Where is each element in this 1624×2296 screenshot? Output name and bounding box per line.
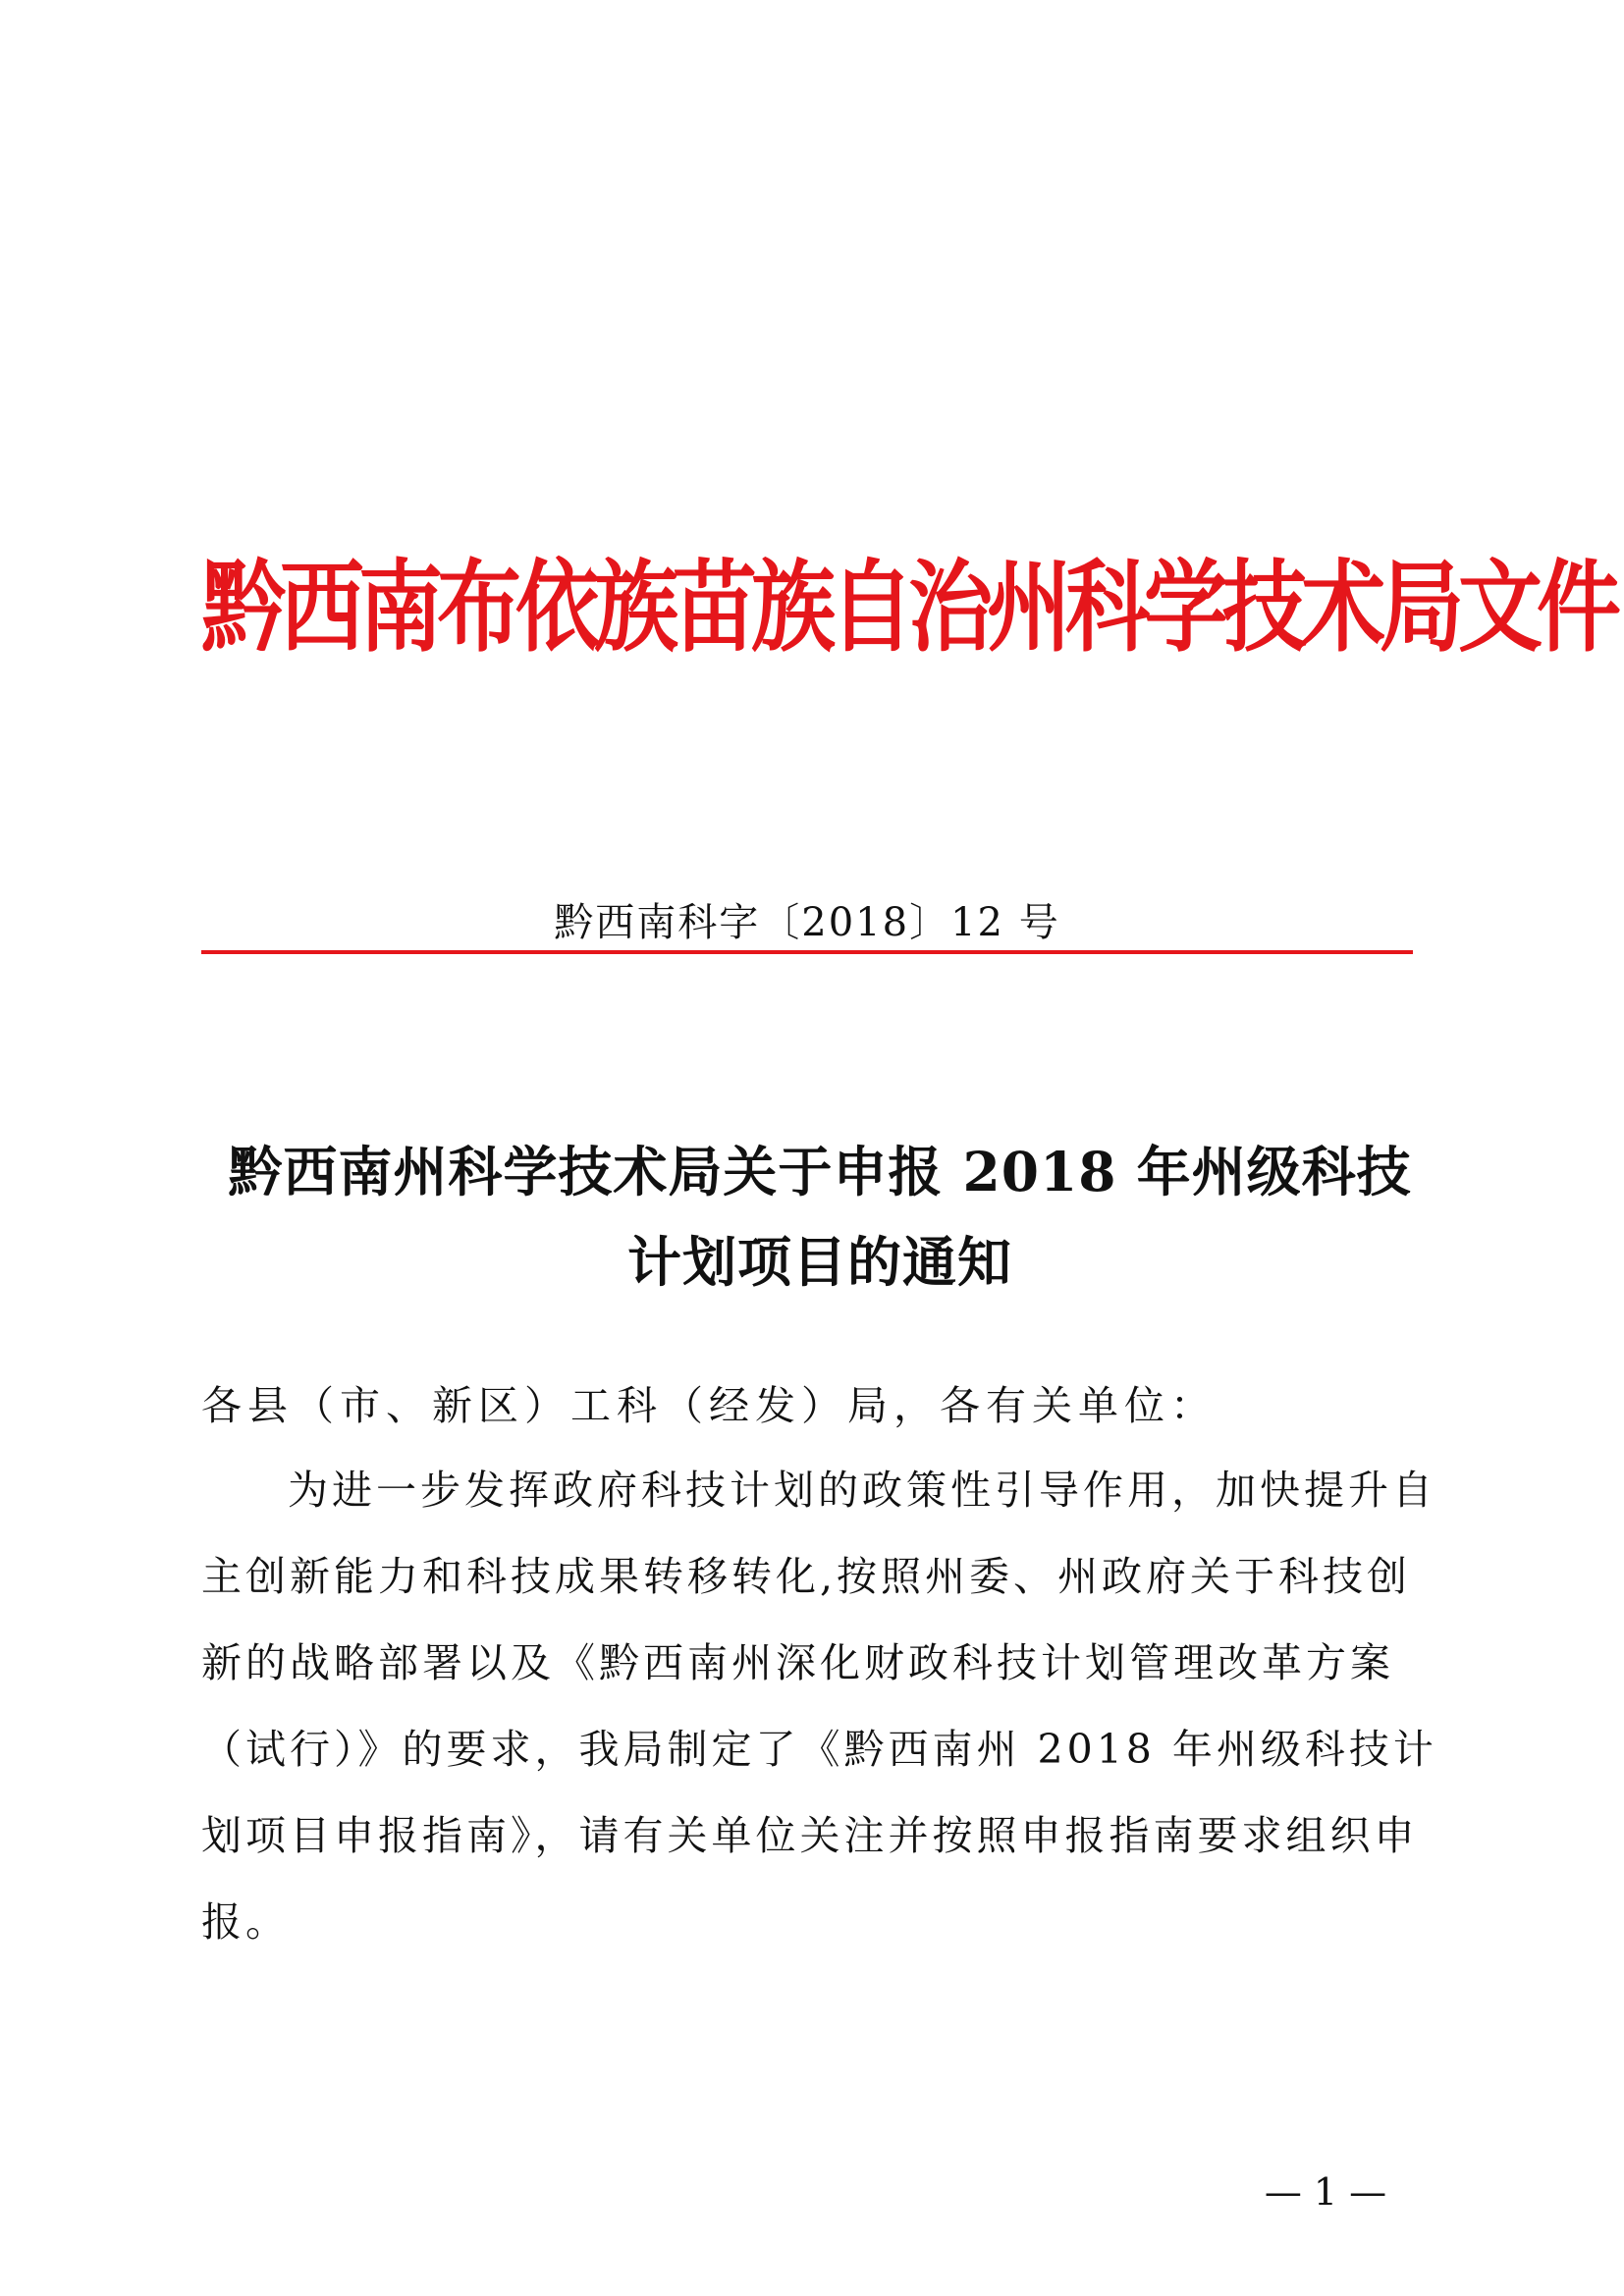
page-number: — 1 —: [1264, 2170, 1387, 2214]
body-line: （试行）》的要求，我局制定了《黔西南州 2018 年州级科技计: [201, 1726, 1437, 1773]
red-divider-line: [201, 950, 1413, 954]
salutation: 各县（市、新区）工科（经发）局，各有关单位：: [201, 1382, 1217, 1429]
body-line: 报。: [201, 1898, 290, 1946]
body-paragraph: [201, 1461, 1438, 1979]
masthead-title: 黔西南布依族苗族自治州科学技术局文件: [201, 549, 1615, 667]
notice-title: [201, 1127, 1438, 1308]
notice-title-line-2: 计划项目的通知: [626, 1230, 1012, 1294]
body-line: 新的战略部署以及《黔西南州深化财政科技计划管理改革方案: [201, 1639, 1394, 1686]
body-line: 为进一步发挥政府科技计划的政策性引导作用，加快提升自: [288, 1467, 1436, 1514]
body-line: 划项目申报指南》，请有关单位关注并按照申报指南要求组织申: [201, 1812, 1419, 1859]
body-line: 主创新能力和科技成果转移转化,按照州委、州政府关于科技创: [201, 1553, 1412, 1600]
notice-title-line-1: 黔西南州科学技术局关于申报 2018 年州级科技: [228, 1140, 1412, 1203]
document-number: 黔西南科字〔2018〕12 号: [554, 900, 1060, 945]
